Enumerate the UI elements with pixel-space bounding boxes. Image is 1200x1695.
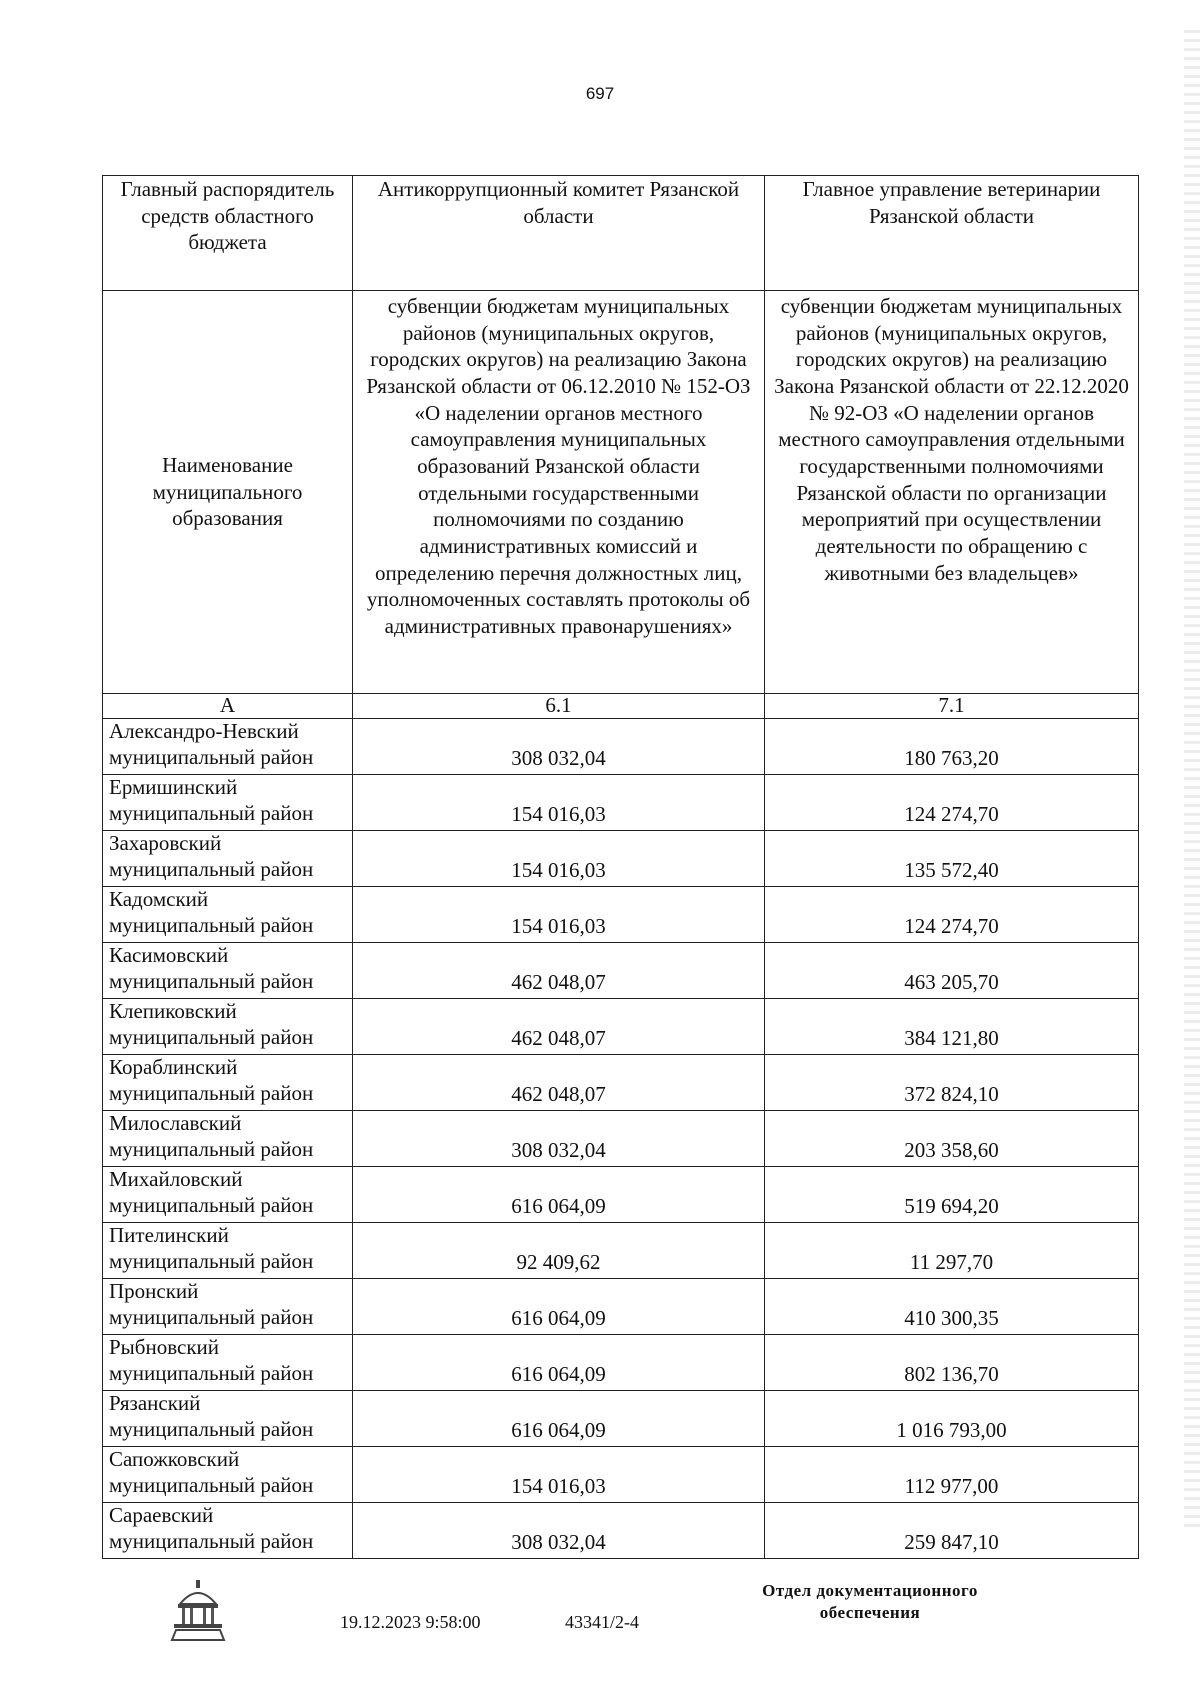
district-name: Рыбновский муниципальный район xyxy=(103,1335,353,1391)
value-7-1: 124 274,70 xyxy=(765,887,1139,943)
value-6-1: 154 016,03 xyxy=(353,775,765,831)
table-row xyxy=(103,1279,1139,1335)
scan-edge-artifact xyxy=(1184,30,1200,1530)
district-name: Рязанский муниципальный район xyxy=(103,1391,353,1447)
footer-department: Отдел документационного обеспечения xyxy=(762,1581,978,1623)
code-a: А xyxy=(103,694,353,719)
value-6-1: 154 016,03 xyxy=(353,887,765,943)
value-6-1: 616 064,09 xyxy=(353,1167,765,1223)
value-7-1: 384 121,80 xyxy=(765,999,1139,1055)
duma-logo xyxy=(170,1578,226,1642)
value-7-1: 135 572,40 xyxy=(765,831,1139,887)
page-number: 697 xyxy=(585,84,615,103)
value-6-1: 154 016,03 xyxy=(353,1447,765,1503)
district-name: Сараевский муниципальный район xyxy=(103,1503,353,1559)
value-6-1: 308 032,04 xyxy=(353,1111,765,1167)
table-row xyxy=(103,775,1139,831)
table-row xyxy=(103,999,1139,1055)
code-6-1: 6.1 xyxy=(353,694,765,719)
value-7-1: 124 274,70 xyxy=(765,775,1139,831)
value-7-1: 180 763,20 xyxy=(765,719,1139,775)
district-name: Александро-Невский муниципальный район xyxy=(103,719,353,775)
value-7-1: 112 977,00 xyxy=(765,1447,1139,1503)
column-codes-row xyxy=(103,694,1139,719)
district-name: Кораблинский муниципальный район xyxy=(103,1055,353,1111)
code-7-1: 7.1 xyxy=(765,694,1139,719)
table-row xyxy=(103,1447,1139,1503)
district-name: Захаровский муниципальный район xyxy=(103,831,353,887)
header-col-6-1: Антикоррупционный комитет Рязанской области xyxy=(353,176,765,291)
value-6-1: 616 064,09 xyxy=(353,1391,765,1447)
value-6-1: 616 064,09 xyxy=(353,1279,765,1335)
value-7-1: 11 297,70 xyxy=(765,1223,1139,1279)
table-row xyxy=(103,887,1139,943)
value-7-1: 372 824,10 xyxy=(765,1055,1139,1111)
value-7-1: 802 136,70 xyxy=(765,1335,1139,1391)
table-row xyxy=(103,1055,1139,1111)
value-6-1: 154 016,03 xyxy=(353,831,765,887)
value-7-1: 259 847,10 xyxy=(765,1503,1139,1559)
value-7-1: 519 694,20 xyxy=(765,1167,1139,1223)
district-name: Кадомский муниципальный район xyxy=(103,887,353,943)
table-row xyxy=(103,943,1139,999)
district-name: Михайловский муниципальный район xyxy=(103,1167,353,1223)
description-row xyxy=(103,291,1139,694)
table-row xyxy=(103,1503,1139,1559)
value-6-1: 616 064,09 xyxy=(353,1335,765,1391)
header-col-7-1: Главное управление ветеринарии Рязанской области xyxy=(765,176,1139,291)
table-row xyxy=(103,831,1139,887)
table-row xyxy=(103,1167,1139,1223)
value-7-1: 463 205,70 xyxy=(765,943,1139,999)
value-6-1: 92 409,62 xyxy=(353,1223,765,1279)
footer-doc-code: 43341/2-4 xyxy=(565,1612,639,1632)
value-6-1: 308 032,04 xyxy=(353,719,765,775)
table-row xyxy=(103,1391,1139,1447)
district-name: Сапожковский муниципальный район xyxy=(103,1447,353,1503)
value-6-1: 308 032,04 xyxy=(353,1503,765,1559)
district-name: Касимовский муниципальный район xyxy=(103,943,353,999)
district-name: Пителинский муниципальный район xyxy=(103,1223,353,1279)
district-name: Клепиковский муниципальный район xyxy=(103,999,353,1055)
value-7-1: 203 358,60 xyxy=(765,1111,1139,1167)
table-row xyxy=(103,1111,1139,1167)
value-7-1: 1 016 793,00 xyxy=(765,1391,1139,1447)
table-row xyxy=(103,1223,1139,1279)
header-label: Главный распорядитель средств областного бюджета xyxy=(103,176,353,291)
value-7-1: 410 300,35 xyxy=(765,1279,1139,1335)
description-col-7-1: субвенции бюджетам муниципальных районов (муниципальных округов, городских округов) на реализацию Закона Рязанской области от 22.12.2020 № 92-ОЗ «О наделении органов местного самоуправления отдельными государственными полномочиями Рязанской области по организации мероприятий при осуществлении деятельности по обращению с животными без владельцев» xyxy=(765,291,1139,694)
district-name: Милославский муниципальный район xyxy=(103,1111,353,1167)
value-6-1: 462 048,07 xyxy=(353,999,765,1055)
budget-table xyxy=(102,175,1139,1559)
header-row xyxy=(103,176,1139,291)
footer-datetime: 19.12.2023 9:58:00 xyxy=(340,1612,481,1632)
description-col-6-1: субвенции бюджетам муниципальных районов (муниципальных округов, городских округов) на реализацию Закона Рязанской области от 06.12.2010 № 152-ОЗ «О наделении органов местного самоуправления муниципальных образований Рязанской области отдельными государственными полномочиями по созданию административных комиссий и определению перечня должностных лиц, уполномоченных составлять протоколы об административных правонарушениях» xyxy=(353,291,765,694)
table-row xyxy=(103,719,1139,775)
value-6-1: 462 048,07 xyxy=(353,1055,765,1111)
district-name: Ермишинский муниципальный район xyxy=(103,775,353,831)
table-row xyxy=(103,1335,1139,1391)
value-6-1: 462 048,07 xyxy=(353,943,765,999)
description-label: Наименование муниципального образования xyxy=(103,291,353,694)
district-name: Пронский муниципальный район xyxy=(103,1279,353,1335)
